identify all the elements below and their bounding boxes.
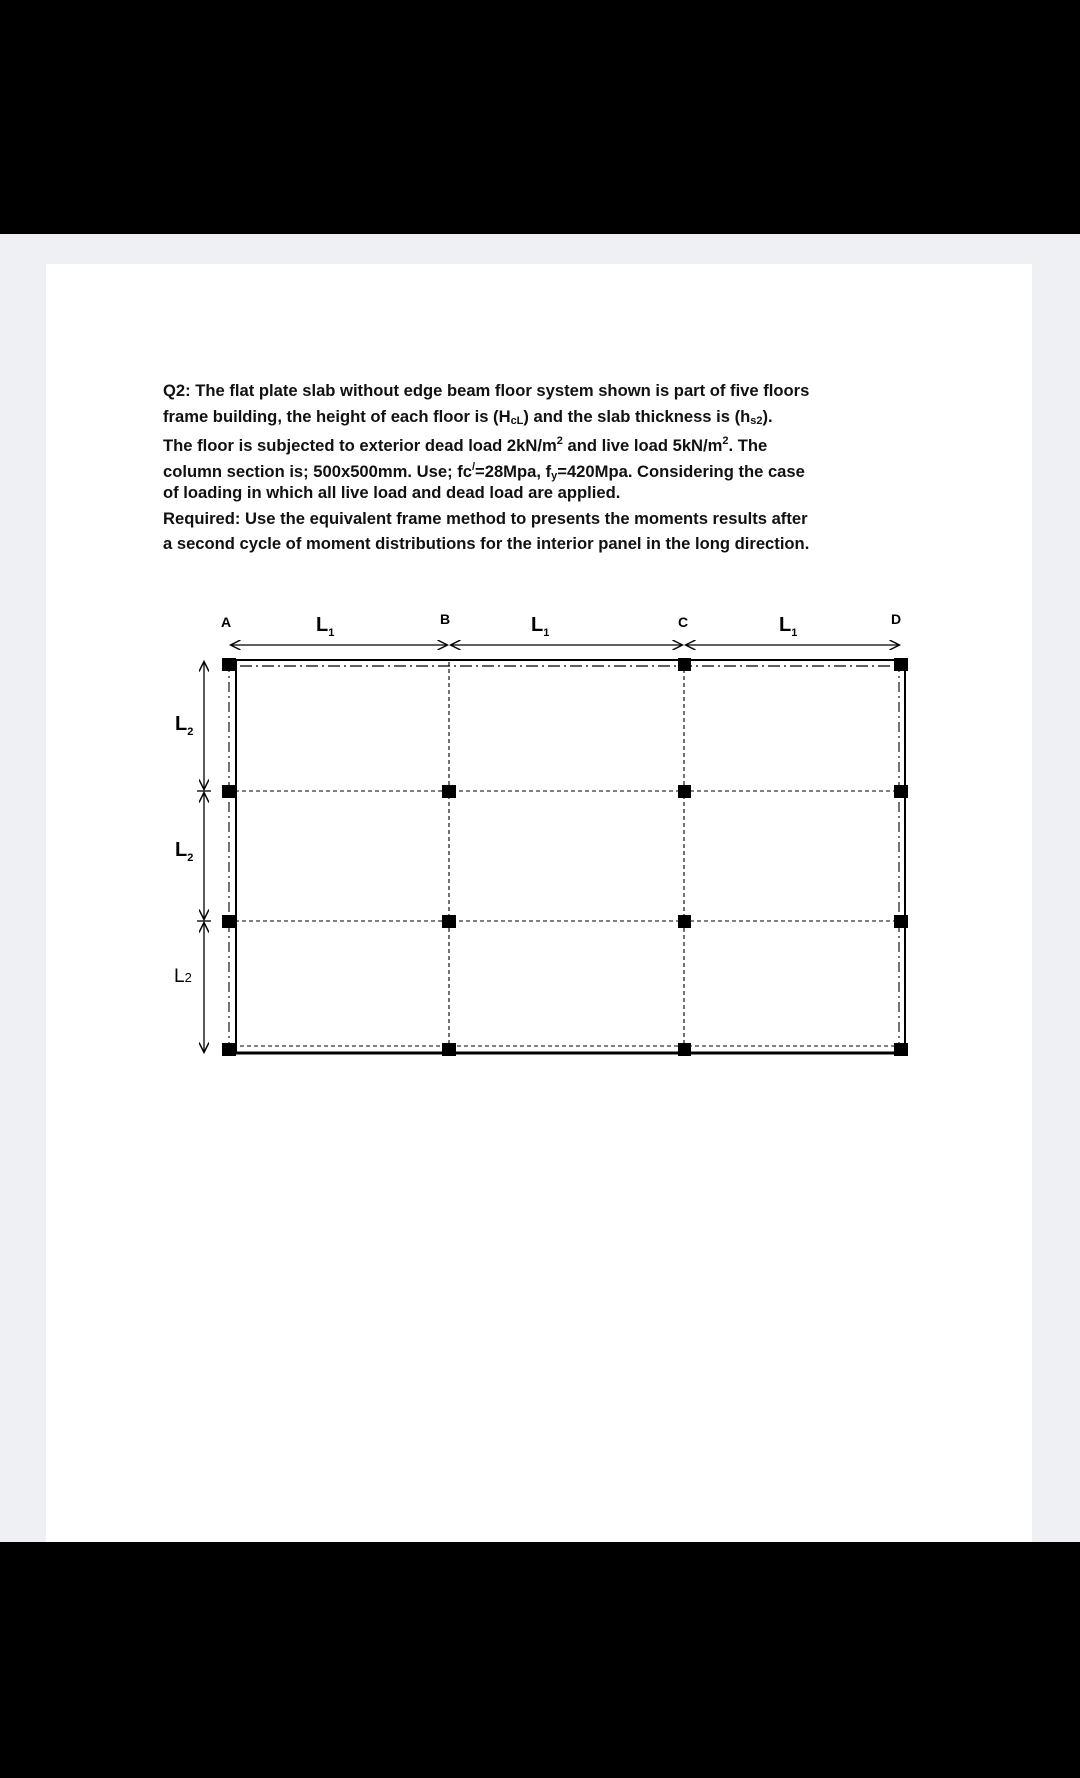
bay-label-3: L2 <box>174 966 192 987</box>
question-line-3: The floor is subjected to exterior dead load $2kN/m^2$ and live load $5kN/m^2$. The <box>163 435 768 455</box>
column-b3 <box>442 915 456 928</box>
span-label-3: $L_1$ <box>779 614 798 639</box>
column-label-c: C <box>678 614 689 630</box>
question-line-4: column section is; 500x500mm. Use; fc/=28Mpa, $f_y=420Mpa$. Considering the case <box>163 460 805 482</box>
question-line-1: Q2: The flat plate slab without edge beam floor system shown is part of five floors <box>163 381 810 400</box>
column-a2 <box>222 785 236 798</box>
column-label-a: A <box>221 614 232 630</box>
bay-label-1: $L_2$ <box>175 713 194 738</box>
slab-outline <box>225 660 905 1053</box>
column-c2 <box>678 785 691 798</box>
column-b4 <box>442 1043 456 1056</box>
question-line-6: Required: Use the equivalent frame method to presents the moments results after <box>163 508 808 528</box>
question-line-7: a second cycle of moment distributions for the interior panel in the long direction. <box>163 534 810 553</box>
column-d3 <box>894 915 908 928</box>
column-a4 <box>222 1043 236 1056</box>
column-a1 <box>222 658 236 671</box>
gridlines <box>228 662 902 1050</box>
span-label-2: $L_1$ <box>531 614 550 639</box>
column-c1 <box>678 658 691 671</box>
question-line-5: of loading in which all live load and dead load are applied. <box>163 483 621 502</box>
columns <box>222 658 908 1056</box>
bay-labels <box>174 713 193 987</box>
column-d4 <box>894 1043 908 1056</box>
bay-label-2: $L_2$ <box>175 839 194 864</box>
column-d2 <box>894 785 908 798</box>
column-c3 <box>678 915 691 928</box>
question-line-2: frame building, the height of each floor is $(H_{cL})$ and the slab thickness is $(h_{s2})$. <box>163 406 773 427</box>
span-label-1: $L_1$ <box>316 614 335 639</box>
column-b2 <box>442 785 456 798</box>
column-a3 <box>222 915 236 928</box>
span-labels <box>316 614 797 639</box>
column-d1 <box>894 658 908 671</box>
vertical-dimension <box>197 662 211 1052</box>
column-label-d: D <box>891 611 902 627</box>
column-c4 <box>678 1043 691 1056</box>
column-label-b: B <box>440 611 451 627</box>
